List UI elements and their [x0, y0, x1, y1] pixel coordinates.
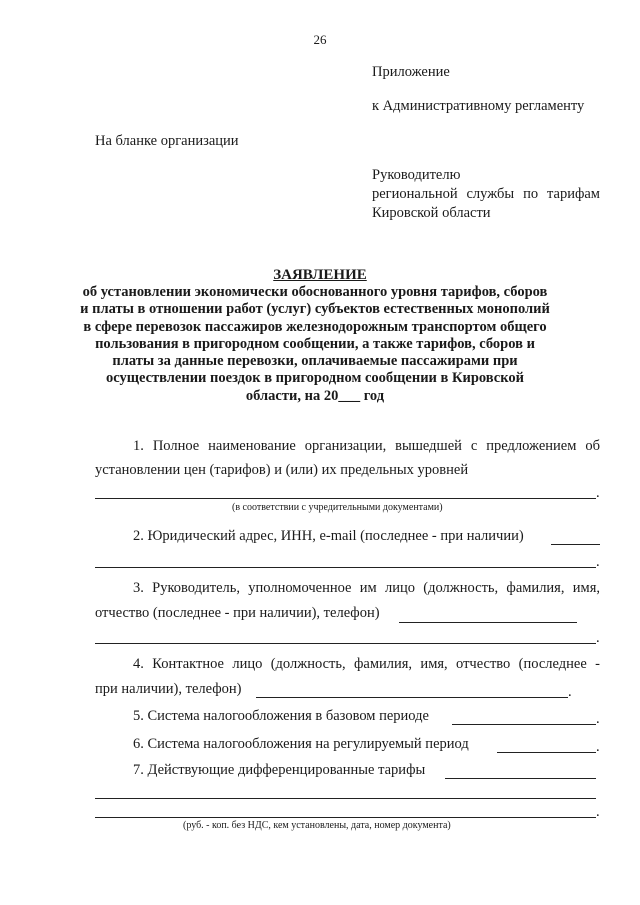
item-1-period: .: [596, 485, 600, 501]
addressee-line-1: Руководителю: [372, 167, 461, 183]
item-6-text: 6. Система налогообложения на регулируемый период: [133, 736, 469, 752]
item-3-fill-line-2: [95, 643, 596, 644]
item-2-fill-line-1: [551, 544, 600, 545]
item-3-line-2: отчество (последнее - при наличии), телефон): [95, 605, 380, 621]
addressee-line-2: региональной службы по тарифам: [372, 186, 600, 202]
page-number: 26: [313, 32, 327, 47]
item-7-period: .: [596, 804, 600, 820]
item-7-text: 7. Действующие дифференцированные тарифы: [133, 762, 426, 778]
item-4-period: .: [568, 684, 572, 700]
document-title: ЗАЯВЛЕНИЕ: [273, 267, 367, 283]
item-7-fill-line-1: [445, 778, 596, 779]
appendix-label: Приложение: [372, 64, 450, 80]
document-subtitle: об установлении экономически обоснованного уровня тарифов, сборов и платы в отношении работ (услуг) субъектов естественных монополий в сфере перевозок пассажиров железнодорожным транспортом общего пользования в пригородном сообщении, а также тарифов, сборов и платы за данные перевозки, оплачиваемые пассажирами при осуществлении поездок в пригородном сообщении в Кировской области, на 20___ год: [80, 284, 550, 404]
item-1-line-2: установлении цен (тарифов) и (или) их предельных уровней: [95, 462, 469, 478]
item-3-fill-line-1: [399, 622, 577, 623]
item-6-period: .: [596, 739, 600, 755]
item-1-line-1: 1. Полное наименование организации, вышедшей с предложением об: [133, 438, 600, 454]
item-3-line-1: 3. Руководитель, уполномоченное им лицо (должность, фамилия, имя,: [133, 580, 600, 596]
item-4-fill-line: [256, 697, 568, 698]
letterhead-note: На бланке организации: [95, 133, 239, 149]
item-5-text: 5. Система налогообложения в базовом периоде: [133, 708, 429, 724]
addressee-line-3: Кировской области: [372, 205, 491, 221]
item-2-fill-line-2: [95, 567, 596, 568]
item-4-line-2: при наличии), телефон): [95, 681, 242, 697]
item-3-period: .: [596, 630, 600, 646]
item-7-fill-line-3: [95, 817, 596, 818]
item-1-fill-line: [95, 498, 596, 499]
item-2-period: .: [596, 554, 600, 570]
item-5-fill-line: [452, 724, 596, 725]
item-1-note: (в соответствии с учредительными документами): [232, 502, 443, 513]
appendix-reference: к Административному регламенту: [372, 98, 585, 114]
item-4-line-1: 4. Контактное лицо (должность, фамилия, имя, отчество (последнее -: [133, 656, 600, 672]
item-7-fill-line-2: [95, 798, 596, 799]
item-6-fill-line: [497, 752, 596, 753]
item-7-note: (руб. - коп. без НДС, кем установлены, дата, номер документа): [183, 820, 451, 831]
item-5-period: .: [596, 711, 600, 727]
item-2-text: 2. Юридический адрес, ИНН, e-mail (последнее - при наличии): [133, 528, 524, 544]
